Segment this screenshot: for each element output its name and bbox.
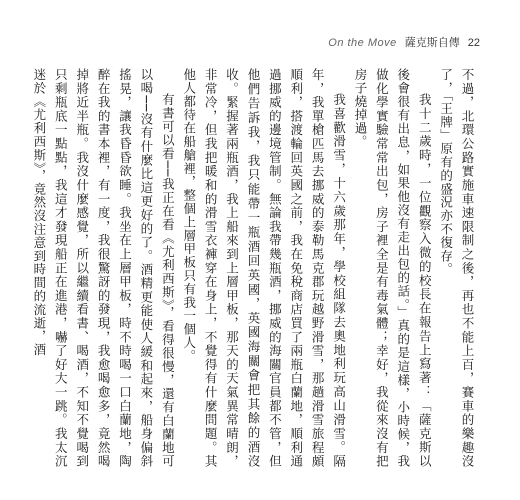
body-text xyxy=(31,68,478,468)
page-number: 22 xyxy=(467,37,480,49)
paragraph: 有書可以看──我正在看《尤利西斯》，看得很慢，還有白蘭地可以喝──沒有什麼比這更好的了。酒精更能使人緩和起來，船身偏斜搖晃，讓我昏昏欲睡。我坐在上層甲板，時不時喝一口白蘭地，陶醉在我的書本裡，有一度，我很驚訝的發現，我愈喝愈多，竟然喝掉將近半瓶。我沒什麼感覺，所以繼續看書、喝酒，不知不覺喝到只剩瓶底一點點，我這才發現船正在進港，嚇了好大一跳。我太沉迷於《尤利西斯》，竟然沒注意到時間的流逝，酒 xyxy=(31,68,176,468)
paragraph: 不過，北環公路實施車速限制之後，再也不能上百，賽車的樂趣沒了，「王牌」原有的盛況亦不復存。 xyxy=(438,68,475,468)
paragraph: 我喜歡滑雪，十六歲那年，學校組隊去奧地利玩高山滑雪。隔年，我單槍匹馬去挪威的泰勒馬克郡玩越野滑雪，那趟滑雪旅程頗順利，搭渡輪回英國之前，我在免稅商店買了兩瓶白蘭地，順利通過挪威的邊境管制。無論我帶幾瓶酒，挪威的海關官員都不管，但他們告訴我，我只能帶一瓶酒回英國，英國海關會把其餘的酒沒收。緊握著兩瓶酒，我上船來到上層甲板，那天的天氣異常晴朗，非常冷，但我把暖和的滑雪衣褲穿在身上，不覺得有什麼問題。其他人都待在船艙裡，整個上層甲板只有我一個人。 xyxy=(181,68,347,468)
running-header xyxy=(328,34,480,50)
series-title: On the Move xyxy=(328,37,397,49)
book-title: 薩克斯自傳 xyxy=(404,36,460,49)
paragraph: 我十二歲時，一位觀察入微的校長在報告上寫著：「薩克斯以後會很有出息，如果他沒有走出包的話。」真的是這樣，小時候，我做化學實驗常常出包，房子裡全是有毒氣體；幸好，我從來沒有把房子燒掉過。 xyxy=(352,68,433,468)
